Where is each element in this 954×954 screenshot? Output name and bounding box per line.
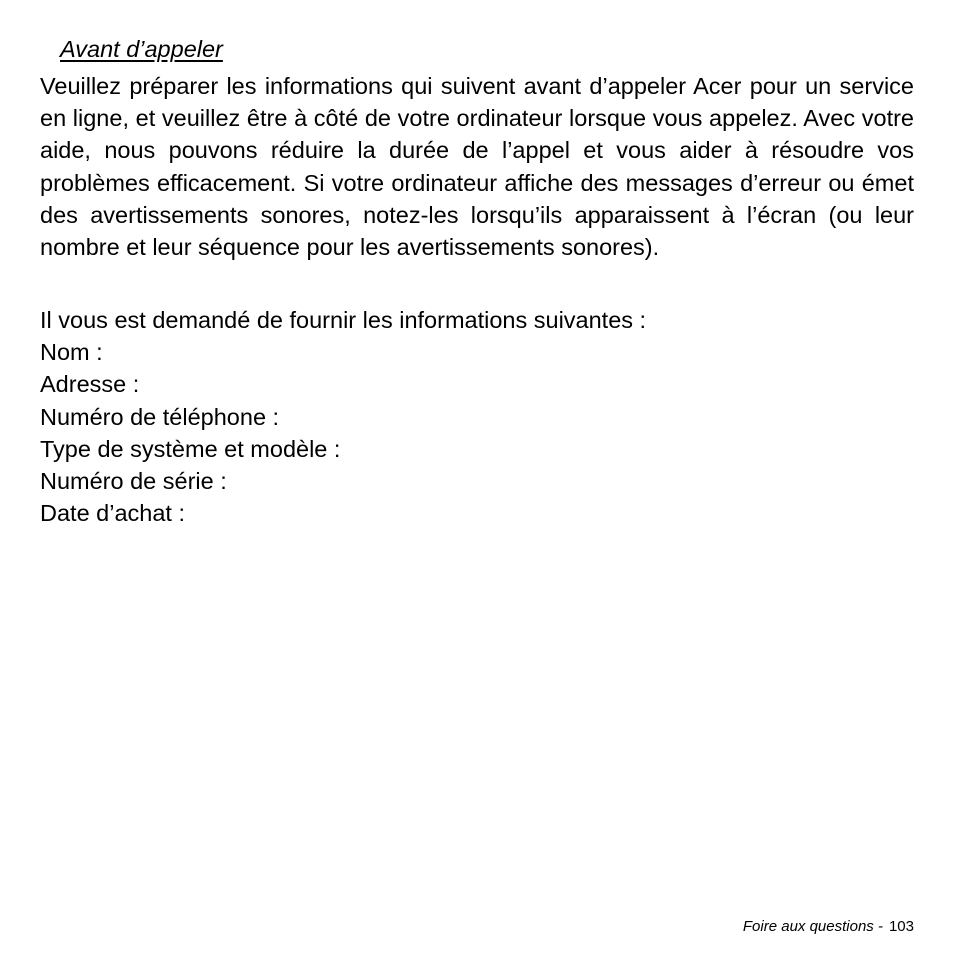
field-purchase-date: Date d’achat :	[40, 500, 186, 527]
section-heading: Avant d’appeler	[60, 36, 223, 62]
required-info-list	[40, 304, 914, 529]
request-line: Il vous est demandé de fournir les informations suivantes :	[40, 307, 647, 333]
page-number: 103	[888, 918, 914, 935]
field-name: Nom :	[40, 339, 103, 366]
page-footer	[743, 917, 914, 937]
field-phone-number: Numéro de téléphone :	[40, 403, 280, 430]
field-serial-number: Numéro de série :	[40, 468, 227, 495]
footer-chapter-title: Foire aux questions -	[742, 918, 883, 935]
field-system-type-model: Type de système et modèle :	[40, 435, 341, 462]
field-address: Adresse :	[40, 371, 140, 398]
intro-paragraph: Veuillez préparer les informations qui suivent avant d’appeler Acer pour un service en ligne, et veuillez être à côté de votre ordinateur lorsque vous appelez. Avec votre aide, nous pouvons réduire la durée de l’appel et vous aider à résoudre vos problèmes efficacement. Si votre ordinateur affiche des messages d’erreur ou émet des avertissements sonores, notez-les lorsqu’ils apparaissent à l’écran (ou leur nombre et leur séquence pour les avertissements sonores).	[40, 73, 914, 261]
